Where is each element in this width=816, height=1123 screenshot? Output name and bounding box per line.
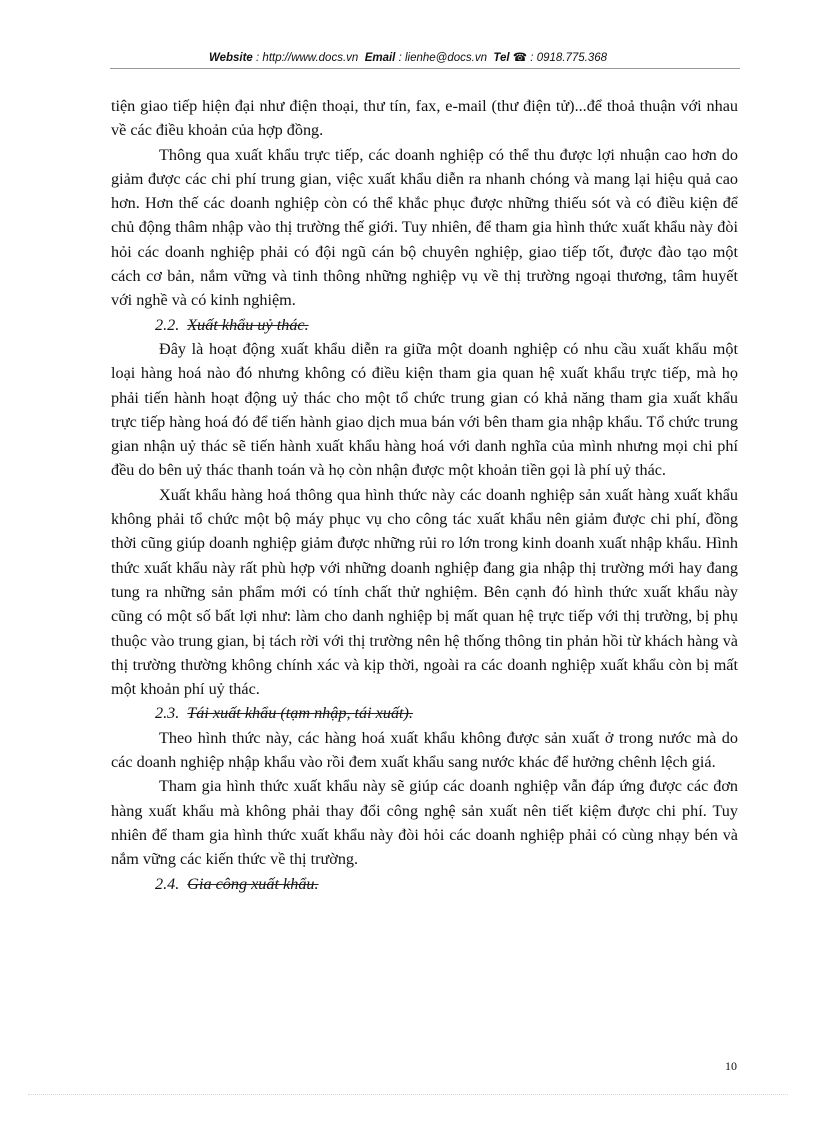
section-number: 2.2.	[155, 315, 180, 334]
document-body	[111, 94, 738, 896]
website-url[interactable]: http://www.docs.vn	[262, 52, 359, 64]
header-divider	[110, 68, 740, 69]
section-title: Xuất khẩu uỷ thác.	[187, 315, 309, 334]
page-header: Website : http://www.docs.vn Email : lienhe@docs.vn Tel ☎ : 0918.775.368	[208, 52, 608, 64]
tel-number: 0918.775.368	[536, 52, 608, 64]
page-number: 10	[725, 1059, 737, 1073]
paragraph-3: Đây là hoạt động xuất khẩu diễn ra giữa một doanh nghiệp có nhu cầu xuất khẩu một loại hàng hoá nào đó nhưng không có điều kiện tham gia quan hệ xuất khẩu trực tiếp, mà họ phải tiến hành hoạt động uỷ thác cho một tổ chức trung gian có khả năng tham gia xuất khẩu trực tiếp hàng hoá đó để tiến hành giao dịch mua bán với bên tham gia nhập khẩu. Tổ chức trung gian nhận uỷ thác sẽ tiến hành xuất khẩu hàng hoá với danh nghĩa của mình nhưng mọi chi phí đều do bên uỷ thác thanh toán và họ còn nhận được một khoản tiền gọi là phí uỷ thác.	[111, 339, 738, 480]
paragraph-2: Thông qua xuất khẩu trực tiếp, các doanh nghiệp có thể thu được lợi nhuận cao hơn do giảm được các chi phí trung gian, việc xuất khẩu diễn ra nhanh chóng và mang lại hiệu quả cao hơn. Hơn thế các doanh nghiệp còn có thể khắc phục được những thiếu sót và có điều kiện để chủ động thâm nhập vào thị trường thế giới. Tuy nhiên, để tham gia hình thức xuất khẩu này đòi hỏi các doanh nghiệp phải có đội ngũ cán bộ chuyên nghiệp, giao tiếp tốt, được đào tạo một cách cơ bản, nắm vững và tinh thông những nghiệp vụ về thị trường ngoại thương, tâm huyết với nghề và có kinh nghiệm.	[111, 145, 738, 310]
footer-divider	[28, 1094, 788, 1095]
section-title: Tái xuất khẩu (tạm nhập, tái xuất).	[187, 704, 413, 723]
paragraph-6: Tham gia hình thức xuất khẩu này sẽ giúp các doanh nghiệp vẫn đáp ứng được các đơn hàng xuất khẩu mà không phải thay đổi công nghệ sản xuất nên tiết kiệm được chi phí. Tuy nhiên để tham gia hình thức xuất khẩu này đòi hỏi các doanh nghiệp phải có cùng nhạy bén và nắm vững các kiến thức về thị trường.	[111, 777, 738, 869]
section-heading-2-3	[111, 701, 738, 725]
paragraph-5: Theo hình thức này, các hàng hoá xuất khẩu không được sản xuất ở trong nước mà do các doanh nghiệp nhập khẩu vào rồi đem xuất khẩu sang nước khác để hưởng chênh lệch giá.	[111, 728, 738, 772]
tel-label: Tel	[493, 52, 510, 64]
email-label: Email	[364, 52, 396, 64]
website-label: Website	[208, 52, 253, 64]
section-title: Gia công xuất khẩu.	[187, 874, 319, 893]
paragraph-4: Xuất khẩu hàng hoá thông qua hình thức này các doanh nghiệp sản xuất hàng xuất khẩu không phải tổ chức một bộ máy phục vụ cho công tác xuất khẩu nên giảm được chi phí, đồng thời cũng giúp doanh nghiệp giảm được những rủi ro lớn trong kinh doanh xuất nhập khẩu. Hình thức xuất khẩu này rất phù hợp với những doanh nghiệp đang gia nhập thị trường mới hay đang tung ra những sản phẩm mới có tính chất thử nghiệm. Bên cạnh đó hình thức xuất khẩu này cũng có một số bất lợi như: làm cho danh nghiệp bị mất quan hệ trực tiếp với thị trường, bị phụ thuộc vào trung gian, bị tách rời với thị trường nên hệ thống thông tin phản hồi từ khách hàng và thị trường thường không chính xác và kịp thời, ngoài ra các doanh nghiệp xuất khẩu còn bị mất một khoản phí uỷ thác.	[111, 485, 738, 699]
section-heading-2-2	[111, 313, 738, 337]
email-address[interactable]: lienhe@docs.vn	[404, 52, 487, 64]
section-number: 2.3.	[155, 704, 180, 723]
section-heading-2-4	[111, 872, 738, 896]
paragraph-1: tiện giao tiếp hiện đại như điện thoại, thư tín, fax, e-mail (thư điện tử)...để thoả thuận với nhau về các điều khoản của hợp đồng.	[111, 97, 738, 140]
phone-icon: ☎	[512, 52, 528, 64]
section-number: 2.4.	[155, 874, 180, 893]
